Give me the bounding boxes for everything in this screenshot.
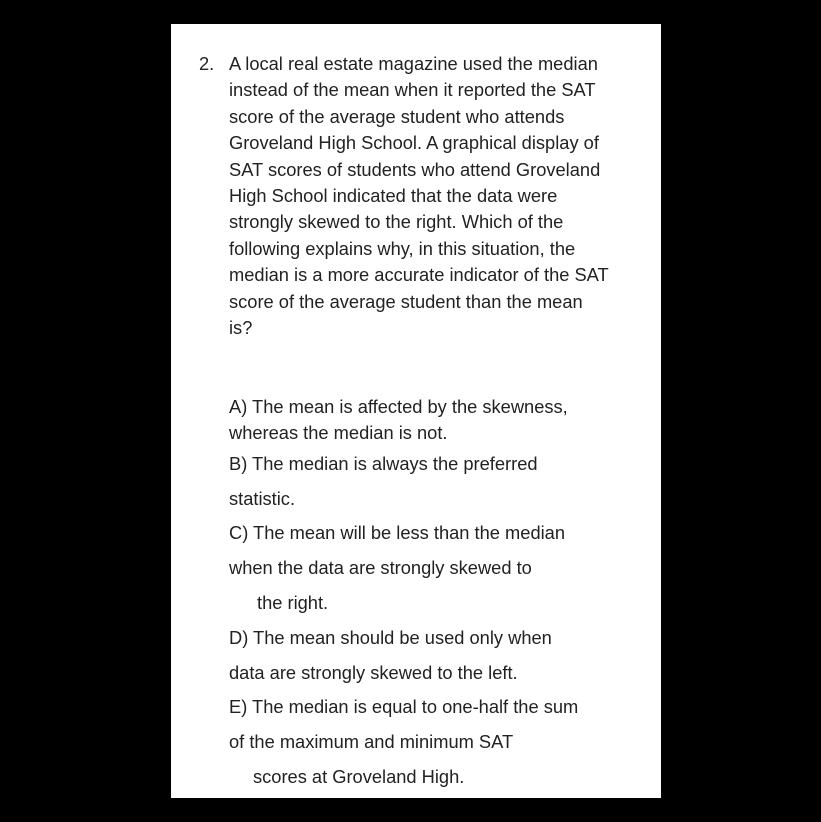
choice-c-line-1: C) The mean will be less than the median xyxy=(229,522,566,544)
choice-d-line-2: data are strongly skewed to the left. xyxy=(229,661,518,683)
choice-e-line-3: scores at Groveland High. xyxy=(253,765,465,787)
choice-e-line-2: of the maximum and minimum SAT xyxy=(229,731,514,753)
choice-c-line-3: the right. xyxy=(257,592,329,613)
question-block xyxy=(199,51,609,341)
choice-b-line-2: statistic. xyxy=(229,487,296,509)
choice-c-line-2: when the data are strongly skewed to xyxy=(229,557,532,579)
choice-a: A) The mean is affected by the skewness, whereas the median is not. xyxy=(229,396,568,444)
answer-choices xyxy=(229,394,609,795)
question-stem: A local real estate magazine used the median instead of the mean when it reported the SAT score of the average student who attends Groveland High School. A graphical display of SAT scores of students who attend Groveland High School indicated that the data were strongly skewed to the right. Which of the following explains why, in this situation, the median is a more accurate indicator of the SAT score of the average student than the mean is? xyxy=(229,53,609,339)
choice-b-line-1: B) The median is always the preferred xyxy=(229,452,538,474)
choice-e-line-1: E) The median is equal to one-half the sum xyxy=(229,696,579,718)
document-page xyxy=(171,24,661,798)
question-number: 2. xyxy=(199,53,215,74)
choice-d-line-1: D) The mean should be used only when xyxy=(229,626,552,648)
